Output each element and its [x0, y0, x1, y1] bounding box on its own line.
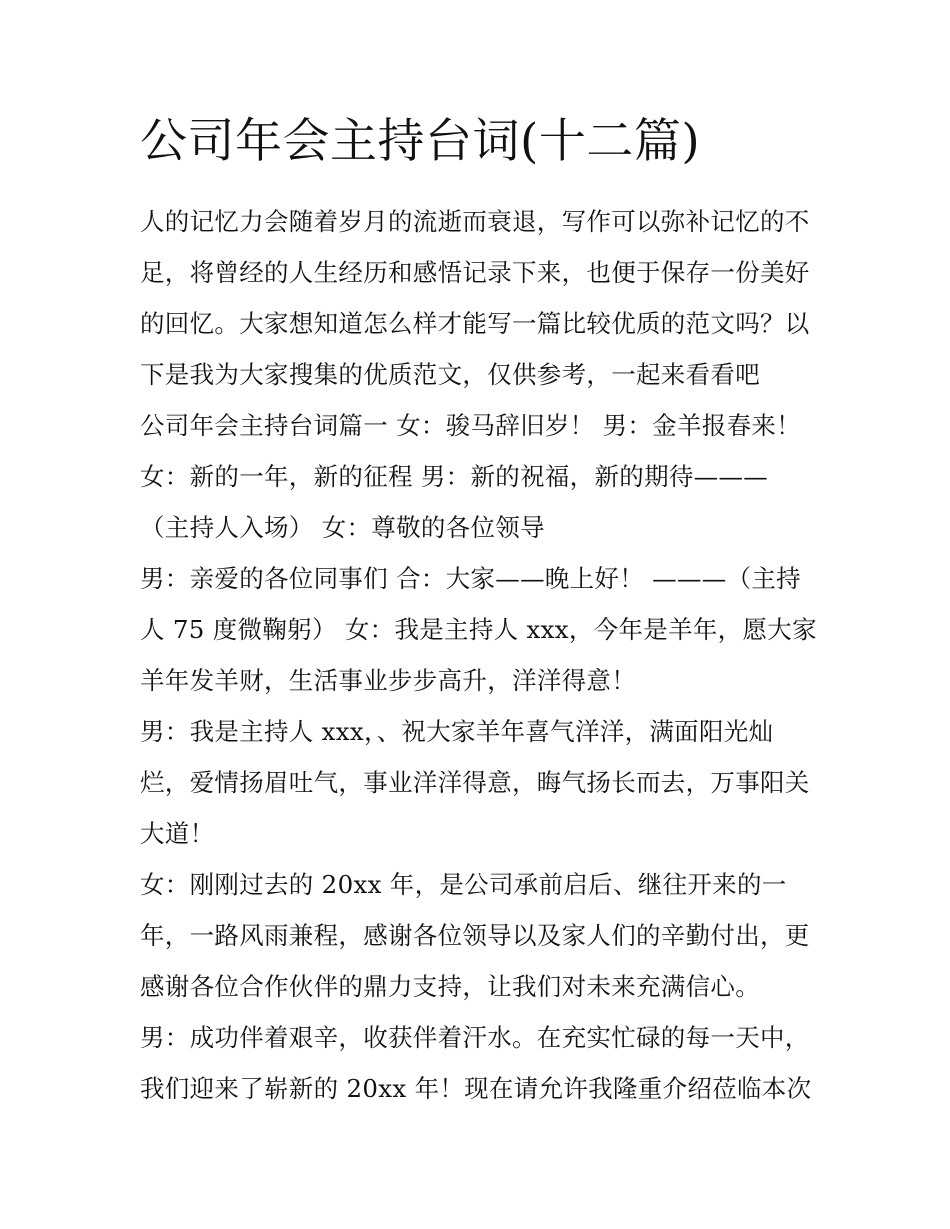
- body-line: 我们迎来了崭新的 20xx 年！现在请允许我隆重介绍莅临本次: [140, 1074, 812, 1103]
- body-line: 年，一路风雨兼程，感谢各位领导以及家人们的辛勤付出，更: [140, 921, 810, 950]
- body-line: 女：新的一年，新的征程 男：新的祝福，新的期待———: [140, 462, 769, 491]
- body-line: 公司年会主持台词篇一 女：骏马辞旧岁！ 男：金羊报春来！: [140, 411, 801, 440]
- body-line: 女：刚刚过去的 20xx 年，是公司承前启后、继往开来的一: [140, 870, 787, 899]
- body-line: 感谢各位合作伙伴的鼎力支持，让我们对未来充满信心。: [140, 972, 760, 1001]
- body-line: 足，将曾经的人生经历和感悟记录下来，也便于保存一份美好: [140, 258, 810, 287]
- document-title: 公司年会主持台词(十二篇): [140, 114, 701, 169]
- body-line: 男：我是主持人 xxx，、祝大家羊年喜气洋洋，满面阳光灿: [140, 717, 774, 746]
- body-line: 下是我为大家搜集的优质范文，仅供参考，一起来看看吧: [140, 360, 760, 389]
- body-line: 羊年发羊财，生活事业步步高升，洋洋得意！: [140, 666, 636, 695]
- body-line: 大道！: [140, 819, 215, 848]
- body-line: 男：亲爱的各位同事们 合：大家——晚上好！ ———（主持: [140, 564, 801, 593]
- body-line: 男：成功伴着艰辛，收获伴着汗水。在充实忙碌的每一天中，: [140, 1023, 810, 1052]
- body-line: 人 75 度微鞠躬） 女：我是主持人 xxx，今年是羊年，愿大家: [140, 615, 817, 644]
- document-body: [140, 196, 820, 1114]
- body-line: 人的记忆力会随着岁月的流逝而衰退，写作可以弥补记忆的不: [140, 207, 810, 236]
- body-line: （主持人入场） 女：尊敬的各位领导: [140, 513, 545, 542]
- body-line: 烂，爱情扬眉吐气，事业洋洋得意，晦气扬长而去，万事阳关: [140, 768, 810, 797]
- body-line: 的回忆。大家想知道怎么样才能写一篇比较优质的范文吗？以: [140, 309, 810, 338]
